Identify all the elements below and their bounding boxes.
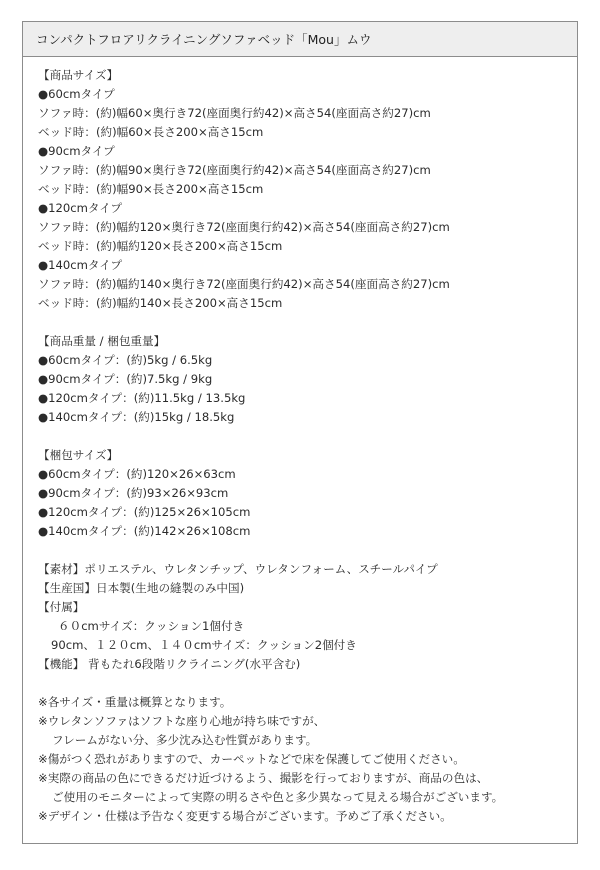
size-line: ベッド時：(約)幅90×長さ200×高さ15cm: [38, 182, 264, 196]
note-line: フレームがない分、多少沈み込む性質があります。: [52, 733, 318, 747]
size-line: ベッド時：(約)幅約120×長さ200×高さ15cm: [38, 239, 283, 253]
size-line: ベッド時：(約)幅60×長さ200×高さ15cm: [38, 125, 264, 139]
weight-line: ●60cmタイプ：(約)5kg / 6.5kg: [38, 353, 213, 367]
package-line: ●60cmタイプ：(約)120×26×63cm: [38, 467, 236, 481]
size-line: ソファ時：(約)幅60×奥行き72(座面奥行約42)×高さ54(座面高さ約27)cm: [38, 106, 431, 120]
package-line: ●140cmタイプ：(約)142×26×108cm: [38, 524, 251, 538]
spacer: [38, 674, 577, 693]
weight-line: ●140cmタイプ：(約)15kg / 18.5kg: [38, 410, 235, 424]
size-line: ソファ時：(約)幅約120×奥行き72(座面奥行約42)×高さ54(座面高さ約27)cm: [38, 220, 450, 234]
weight-heading: 【商品重量 / 梱包重量】: [38, 334, 166, 348]
accessories-heading: 【付属】: [38, 600, 85, 614]
note-line: ご使用のモニターによって実際の明るさや色と多少異なって見える場合がございます。: [52, 790, 504, 804]
accessories-line: 90cm、１２０cm、１４０cmサイズ：クッション2個付き: [51, 638, 357, 652]
note-line: ※実際の商品の色にできるだけ近づけるよう、撮影を行っておりますが、商品の色は、: [38, 771, 489, 785]
spec-title: コンパクトフロアリクライニングソファベッド「Mou」ムウ: [23, 22, 577, 57]
size-line: ソファ時：(約)幅約140×奥行き72(座面奥行約42)×高さ54(座面高さ約27)cm: [38, 277, 450, 291]
size-line: ●140cmタイプ: [38, 258, 123, 272]
weight-line: ●120cmタイプ：(約)11.5kg / 13.5kg: [38, 391, 246, 405]
origin-line: 【生産国】日本製(生地の縫製のみ中国): [38, 581, 245, 595]
package-line: ●90cmタイプ：(約)93×26×93cm: [38, 486, 229, 500]
spacer: [38, 427, 577, 446]
size-line: ソファ時：(約)幅90×奥行き72(座面奥行約42)×高さ54(座面高さ約27)cm: [38, 163, 431, 177]
size-line: ●90cmタイプ: [38, 144, 115, 158]
spec-body: [23, 57, 577, 826]
note-line: ※傷がつく恐れがありますので、カーペットなどで床を保護してご使用ください。: [38, 752, 465, 766]
function-line: 【機能】 背もたれ6段階リクライニング(水平含む): [38, 657, 301, 671]
weight-line: ●90cmタイプ：(約)7.5kg / 9kg: [38, 372, 213, 386]
spec-panel: [22, 21, 578, 844]
size-line: ●120cmタイプ: [38, 201, 123, 215]
size-heading: 【商品サイズ】: [38, 68, 119, 82]
spacer: [38, 541, 577, 560]
package-line: ●120cmタイプ：(約)125×26×105cm: [38, 505, 251, 519]
accessories-line: ６０cmサイズ：クッション1個付き: [58, 619, 245, 633]
size-line: ベッド時：(約)幅約140×長さ200×高さ15cm: [38, 296, 283, 310]
package-heading: 【梱包サイズ】: [38, 448, 119, 462]
note-line: ※デザイン・仕様は予告なく変更する場合がございます。予めご了承ください。: [38, 809, 452, 823]
note-line: ※各サイズ・重量は概算となります。: [38, 695, 232, 709]
note-line: ※ウレタンソファはソフトな座り心地が持ち味ですが、: [38, 714, 326, 728]
material-line: 【素材】ポリエステル、ウレタンチップ、ウレタンフォーム、スチールパイプ: [38, 562, 438, 576]
size-line: ●60cmタイプ: [38, 87, 115, 101]
spacer: [38, 313, 577, 332]
